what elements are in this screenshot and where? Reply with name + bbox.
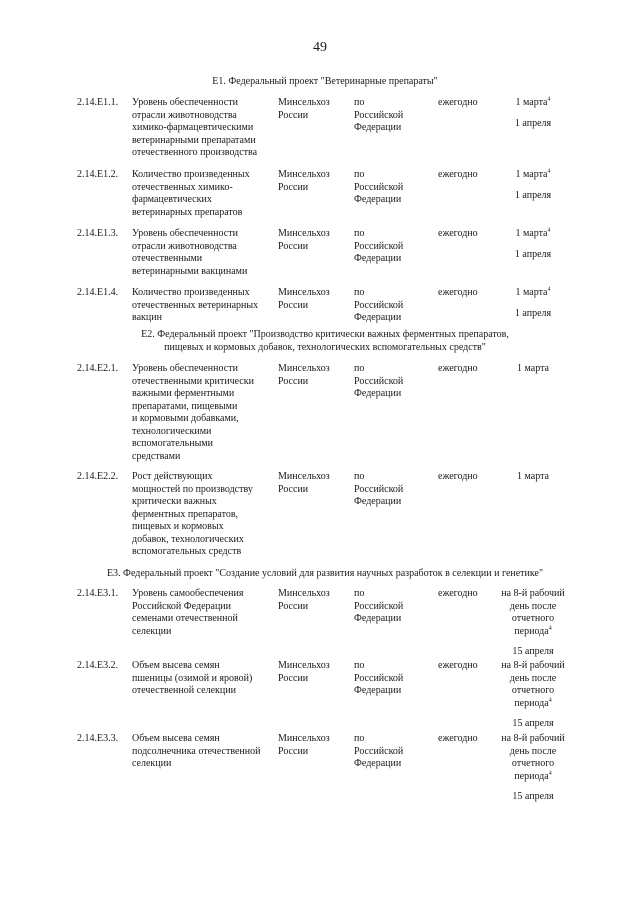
indicator-name-line: отечественных химико- (132, 181, 233, 193)
indicator-name-line: пищевых и кормовых (132, 521, 224, 532)
section-title: Е3. Федеральный проект "Создание условий для развития научных разработок в селекции и генетике" (106, 568, 544, 579)
indicator-name (132, 169, 272, 219)
deadline (490, 228, 576, 261)
spacer (490, 710, 576, 718)
indicator-name-line: отечественных ветеринарных (132, 299, 259, 311)
spacer (490, 783, 576, 791)
deadline-secondary: 1 апреля (514, 189, 552, 201)
responsible-org-line: Минсельхоз (278, 471, 330, 482)
deadline-line (490, 626, 576, 639)
responsible-org-line: Минсельхоз (278, 363, 330, 374)
frequency: ежегодно (438, 471, 478, 482)
indicator-code: 2.14.Е2.2. (77, 471, 119, 482)
section-title: Е2. Федеральный проект "Производство критически важных ферментных препаратов, (141, 329, 509, 340)
deadline-line: день после (509, 672, 557, 684)
indicator-name (132, 363, 272, 463)
responsible-org-line: России (278, 483, 309, 495)
deadline-secondary: 15 апреля (512, 791, 554, 802)
indicator-name (132, 228, 272, 278)
territory-scope-line: Российской (354, 240, 404, 252)
territory-scope-line: Федерации (354, 496, 402, 507)
territory-scope-line: Федерации (354, 122, 402, 133)
indicator-name-line: отрасли животноводства (132, 240, 237, 252)
spacer (490, 638, 576, 646)
territory-scope-line: Федерации (354, 194, 402, 205)
deadline-text: периода (514, 697, 549, 709)
responsible-org (278, 97, 350, 122)
responsible-org (278, 660, 350, 685)
territory-scope-line: Федерации (354, 388, 402, 399)
responsible-org-line: Минсельхоз (278, 228, 330, 239)
deadline (490, 733, 576, 804)
responsible-org-line: России (278, 375, 309, 387)
deadline-text: 1 марта (517, 471, 549, 482)
indicator-name-line: Рост действующих (132, 471, 213, 482)
indicator-name-line: отечественной селекции (132, 685, 236, 696)
responsible-org-line: России (278, 181, 309, 193)
deadline-text: периода (514, 625, 549, 637)
spacer (490, 300, 576, 308)
deadline-line (490, 771, 576, 784)
deadline (490, 363, 576, 376)
territory-scope-line: Российской (354, 375, 404, 387)
responsible-org-line: России (278, 600, 309, 612)
deadline-line (490, 698, 576, 711)
responsible-org (278, 228, 350, 253)
deadline-text: 1 марта (515, 169, 548, 180)
indicator-name (132, 660, 272, 698)
indicator-name-line: Объем высева семян (132, 660, 220, 671)
territory-scope-line: Федерации (354, 613, 402, 624)
responsible-org (278, 471, 350, 496)
territory-scope (354, 733, 424, 771)
indicator-name-line: добавок, технологических (132, 533, 244, 545)
deadline-line: отчетного (511, 685, 555, 696)
deadline (490, 471, 576, 484)
responsible-org (278, 169, 350, 194)
deadline-line: отчетного (511, 613, 555, 624)
responsible-org-line: России (278, 240, 309, 252)
frequency: ежегодно (438, 363, 478, 374)
responsible-org-line: России (278, 745, 309, 757)
indicator-name-line: Количество произведенных (132, 287, 250, 298)
spacer (490, 110, 576, 118)
deadline-line (490, 287, 576, 300)
page-number: 49 (313, 40, 327, 55)
indicator-name-line: семенами отечественной (132, 613, 238, 624)
indicator-name-line: отечественного производства (132, 147, 258, 158)
responsible-org-line: Минсельхоз (278, 287, 330, 298)
responsible-org (278, 733, 350, 758)
indicator-code: 2.14.Е3.1. (77, 588, 119, 599)
indicator-name-line: Уровень обеспеченности (132, 363, 238, 374)
indicator-name-line: отечественными критически (132, 375, 254, 387)
territory-scope-line: по (354, 363, 365, 374)
indicator-code: 2.14.Е3.3. (77, 733, 119, 744)
indicator-name-line: пшеницы (озимой и яровой) (132, 672, 253, 684)
indicator-code: 2.14.Е2.1. (77, 363, 119, 374)
footnote-mark: 4 (548, 625, 552, 632)
responsible-org-line: России (278, 299, 309, 311)
indicator-code: 2.14.Е3.2. (77, 660, 119, 671)
responsible-org (278, 287, 350, 312)
territory-scope-line: по (354, 733, 365, 744)
territory-scope (354, 660, 424, 698)
indicator-name-line: средствами (132, 450, 181, 462)
territory-scope (354, 588, 424, 626)
territory-scope-line: Российской (354, 600, 404, 612)
indicator-code: 2.14.Е1.1. (77, 97, 119, 108)
indicator-name-line: подсолнечника отечественной (132, 745, 261, 757)
footnote-mark: 4 (547, 227, 551, 234)
footnote-mark: 4 (547, 168, 551, 175)
indicator-name-line: химико-фармацевтическими (132, 122, 254, 133)
indicator-name-line: ветеринарных препаратов (132, 206, 243, 218)
territory-scope-line: Российской (354, 483, 404, 495)
territory-scope (354, 471, 424, 509)
deadline (490, 169, 576, 202)
indicator-name-line: Объем высева семян (132, 733, 220, 744)
territory-scope (354, 169, 424, 207)
responsible-org-line: Минсельхоз (278, 733, 330, 744)
responsible-org-line: России (278, 672, 309, 684)
frequency: ежегодно (438, 588, 478, 599)
deadline-line: на 8-й рабочий (501, 733, 565, 744)
deadline-text: 1 марта (515, 287, 548, 298)
indicator-name (132, 588, 272, 638)
deadline-line: на 8-й рабочий (501, 660, 565, 671)
indicator-name-line: вспомогательных средств (132, 546, 242, 557)
indicator-name-line: Уровень обеспеченности (132, 228, 238, 239)
indicator-name-line: Уровень обеспеченности (132, 97, 238, 108)
territory-scope (354, 363, 424, 401)
indicator-name (132, 733, 272, 771)
territory-scope-line: Российской (354, 299, 404, 311)
deadline (490, 660, 576, 731)
deadline-line (490, 97, 576, 110)
deadline-text: периода (514, 770, 549, 782)
indicator-name-line: Уровень самообеспечения (132, 588, 244, 599)
responsible-org-line: Минсельхоз (278, 588, 330, 599)
territory-scope (354, 97, 424, 135)
deadline-text: 1 марта (515, 97, 548, 108)
deadline-line: день после (509, 745, 557, 757)
frequency: ежегодно (438, 97, 478, 108)
spacer (490, 241, 576, 249)
territory-scope-line: Федерации (354, 312, 402, 323)
territory-scope-line: по (354, 660, 365, 671)
indicator-name (132, 471, 272, 559)
deadline-line (490, 363, 576, 376)
frequency: ежегодно (438, 287, 478, 298)
indicator-name-line: фармацевтических (132, 194, 212, 205)
frequency: ежегодно (438, 169, 478, 180)
responsible-org-line: Минсельхоз (278, 169, 330, 180)
territory-scope-line: по (354, 588, 365, 599)
deadline (490, 287, 576, 320)
deadline-line: на 8-й рабочий (501, 588, 565, 599)
deadline-secondary: 1 апреля (514, 248, 552, 260)
deadline-line (490, 228, 576, 241)
indicator-name-line: вспомогательными (132, 438, 213, 449)
indicator-name-line: Российской Федерации (132, 600, 232, 612)
frequency: ежегодно (438, 228, 478, 239)
deadline-line: отчетного (511, 758, 555, 769)
deadline-line (490, 471, 576, 484)
indicator-name-line: технологическими (132, 425, 212, 437)
section-title: пищевых и кормовых добавок, технологических вспомогательных средств" (164, 342, 486, 353)
territory-scope-line: по (354, 228, 365, 239)
frequency: ежегодно (438, 660, 478, 671)
indicator-name-line: отрасли животноводства (132, 109, 237, 121)
indicator-name-line: и кормовыми добавками, (132, 413, 239, 424)
indicator-name-line: ветеринарными вакцинами (132, 265, 248, 277)
footnote-mark: 4 (548, 770, 552, 777)
territory-scope (354, 287, 424, 325)
indicator-name-line: селекции (132, 758, 172, 769)
indicator-name-line: препаратами, пищевыми (132, 400, 238, 412)
frequency: ежегодно (438, 733, 478, 744)
deadline-secondary: 1 апреля (514, 117, 552, 129)
indicator-name (132, 287, 272, 325)
deadline-line (490, 169, 576, 182)
indicator-code: 2.14.Е1.3. (77, 228, 119, 239)
territory-scope-line: Российской (354, 181, 404, 193)
territory-scope-line: по (354, 97, 365, 108)
territory-scope-line: Российской (354, 672, 404, 684)
deadline-secondary: 15 апреля (512, 718, 554, 729)
responsible-org-line: Минсельхоз (278, 660, 330, 671)
indicator-name-line: селекции (132, 625, 172, 637)
deadline-text: 1 марта (517, 363, 549, 374)
responsible-org-line: России (278, 109, 309, 121)
deadline-secondary: 1 апреля (514, 307, 552, 319)
section-title: Е1. Федеральный проект "Ветеринарные препараты" (212, 76, 438, 87)
deadline (490, 588, 576, 659)
deadline-secondary: 15 апреля (512, 646, 554, 657)
indicator-name-line: вакцин (132, 312, 162, 323)
indicator-name-line: ветеринарными препаратами (132, 134, 256, 146)
deadline (490, 97, 576, 130)
territory-scope-line: Федерации (354, 758, 402, 769)
indicator-name-line: важными ферментными (132, 388, 235, 399)
footnote-mark: 4 (547, 286, 551, 293)
indicator-code: 2.14.Е1.4. (77, 287, 119, 298)
spacer (490, 182, 576, 190)
territory-scope-line: Федерации (354, 253, 402, 264)
territory-scope (354, 228, 424, 266)
footnote-mark: 4 (547, 96, 551, 103)
deadline-text: 1 марта (515, 228, 548, 239)
indicator-name-line: мощностей по производству (132, 483, 253, 495)
indicator-name-line: ферментных препаратов, (132, 508, 239, 520)
territory-scope-line: Российской (354, 109, 404, 121)
indicator-code: 2.14.Е1.2. (77, 169, 119, 180)
indicator-name-line: Количество произведенных (132, 169, 250, 180)
territory-scope-line: Федерации (354, 685, 402, 696)
territory-scope-line: Российской (354, 745, 404, 757)
territory-scope-line: по (354, 471, 365, 482)
indicator-name (132, 97, 272, 160)
territory-scope-line: по (354, 169, 365, 180)
indicator-name-line: отечественными (132, 253, 203, 264)
territory-scope-line: по (354, 287, 365, 298)
indicator-name-line: критически важных (132, 496, 217, 507)
deadline-line: день после (509, 600, 557, 612)
responsible-org-line: Минсельхоз (278, 97, 330, 108)
responsible-org (278, 363, 350, 388)
responsible-org (278, 588, 350, 613)
footnote-mark: 4 (548, 697, 552, 704)
